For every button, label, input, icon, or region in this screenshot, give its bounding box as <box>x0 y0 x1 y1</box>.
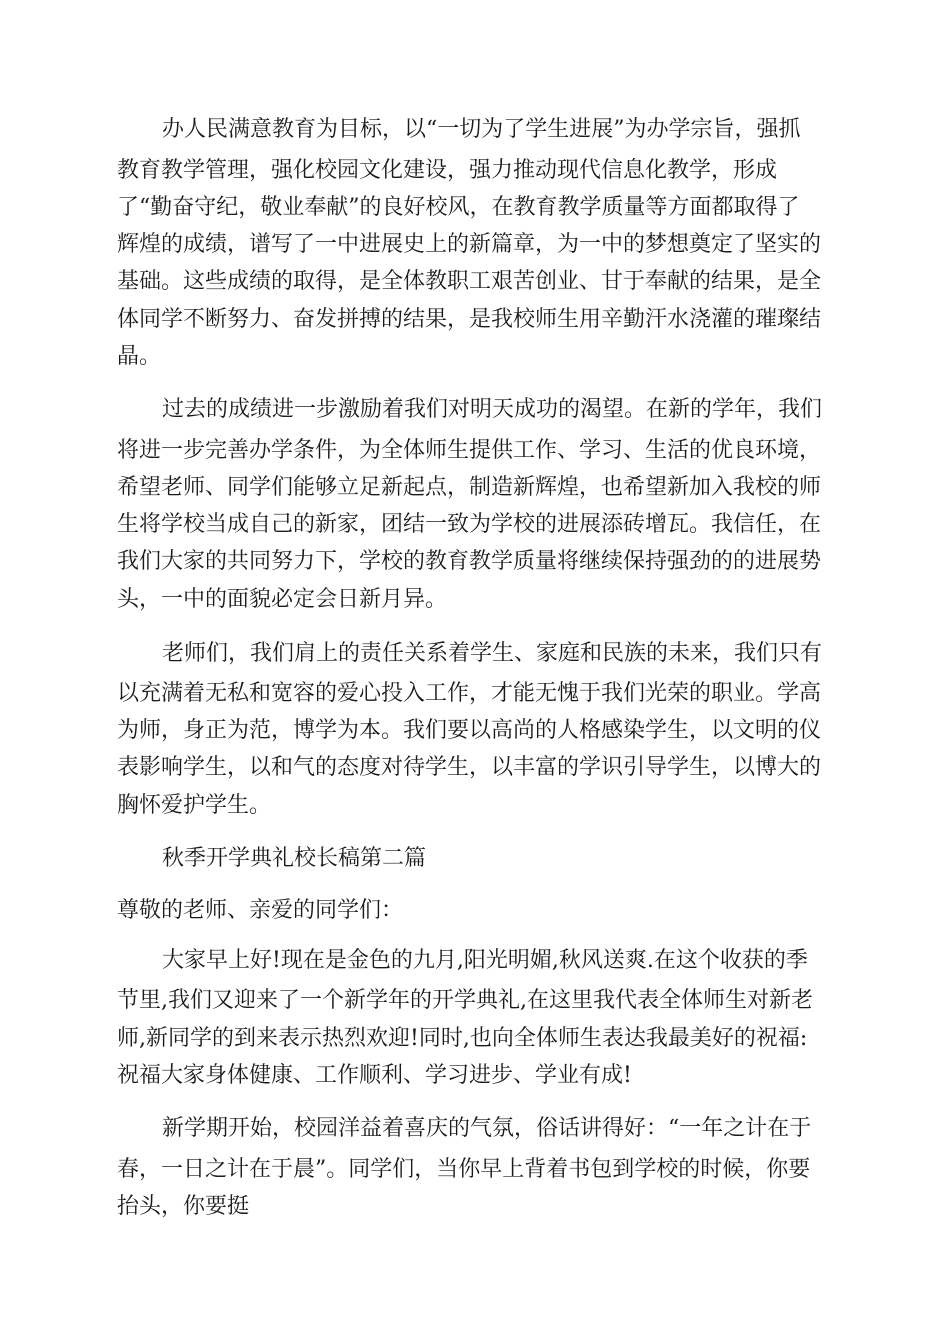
paragraph-2-line-4: 生将学校当成自己的新家，团结一致为学校的进展添砖增瓦。我信任，在 <box>117 512 822 537</box>
paragraph-4-line-1: 大家早上好!现在是金色的九月,阳光明媚,秋风送爽.在这个收获的季 <box>162 948 808 973</box>
paragraph-1-line-2: 教育教学管理，强化校园文化建设，强力推动现代信息化教学，形成 <box>117 158 778 183</box>
paragraph-3-line-3: 为师，身正为范，博学为本。我们要以高尚的人格感染学生，以文明的仪 <box>117 718 822 743</box>
paragraph-1-line-3: 了“勤奋守纪，敬业奉献”的良好校风，在教育教学质量等方面都取得了 <box>117 195 800 220</box>
paragraph-5-line-1: 新学期开始，校园洋益着喜庆的气氛，俗话讲得好：“一年之计在于 <box>162 1116 812 1141</box>
paragraph-1-line-7: 晶。 <box>117 344 162 369</box>
paragraph-2-line-5: 我们大家的共同努力下，学校的教育教学质量将继续保持强劲的的进展势 <box>117 549 822 574</box>
paragraph-3-line-5: 胸怀爱护学生。 <box>117 793 272 818</box>
paragraph-3-line-4: 表影响学生，以和气的态度对待学生，以丰富的学识引导学生，以博大的 <box>117 755 822 780</box>
paragraph-3-line-1: 老师们，我们肩上的责任关系着学生、家庭和民族的未来，我们只有 <box>162 641 823 666</box>
paragraph-1-line-6: 体同学不断努力、奋发拼搏的结果，是我校师生用辛勤汗水浇灌的璀璨结 <box>117 307 822 332</box>
paragraph-4-line-4: 祝福大家身体健康、工作顺利、学习进步、学业有成! <box>117 1063 632 1088</box>
paragraph-2-line-6: 头，一中的面貌必定会日新月异。 <box>117 587 448 612</box>
paragraph-5-line-3: 抬头，你要挺 <box>117 1194 250 1219</box>
section-title: 秋季开学典礼校长稿第二篇 <box>162 846 427 871</box>
paragraph-1-line-5: 基础。这些成绩的取得，是全体教职工艰苦创业、甘于奉献的结果，是全 <box>117 269 822 294</box>
paragraph-1-line-1: 办人民满意教育为目标，以“一切为了学生进展”为办学宗旨，强抓 <box>162 117 801 142</box>
paragraph-4-line-2: 节里,我们又迎来了一个新学年的开学典礼,在这里我代表全体师生对新老 <box>117 988 813 1013</box>
paragraph-5-line-2: 春，一日之计在于晨”。同学们，当你早上背着书包到学校的时候，你要 <box>117 1157 811 1182</box>
paragraph-2-line-1: 过去的成绩进一步激励着我们对明天成功的渴望。在新的学年，我们 <box>162 397 823 422</box>
paragraph-3-line-2: 以充满着无私和宽容的爱心投入工作，才能无愧于我们光荣的职业。学高 <box>117 681 822 706</box>
salutation: 尊敬的老师、亲爱的同学们： <box>117 898 404 923</box>
paragraph-2-line-3: 希望老师、同学们能够立足新起点，制造新辉煌，也希望新加入我校的师 <box>117 475 822 500</box>
paragraph-4-line-3: 师,新同学的到来表示热烈欢迎!同时,也向全体师生表达我最美好的祝福: <box>117 1026 808 1051</box>
paragraph-1-line-4: 辉煌的成绩，谱写了一中进展史上的新篇章，为一中的梦想奠定了坚实的 <box>117 232 822 257</box>
paragraph-2-line-2: 将进一步完善办学条件，为全体师生提供工作、学习、生活的优良环境， <box>117 438 822 463</box>
